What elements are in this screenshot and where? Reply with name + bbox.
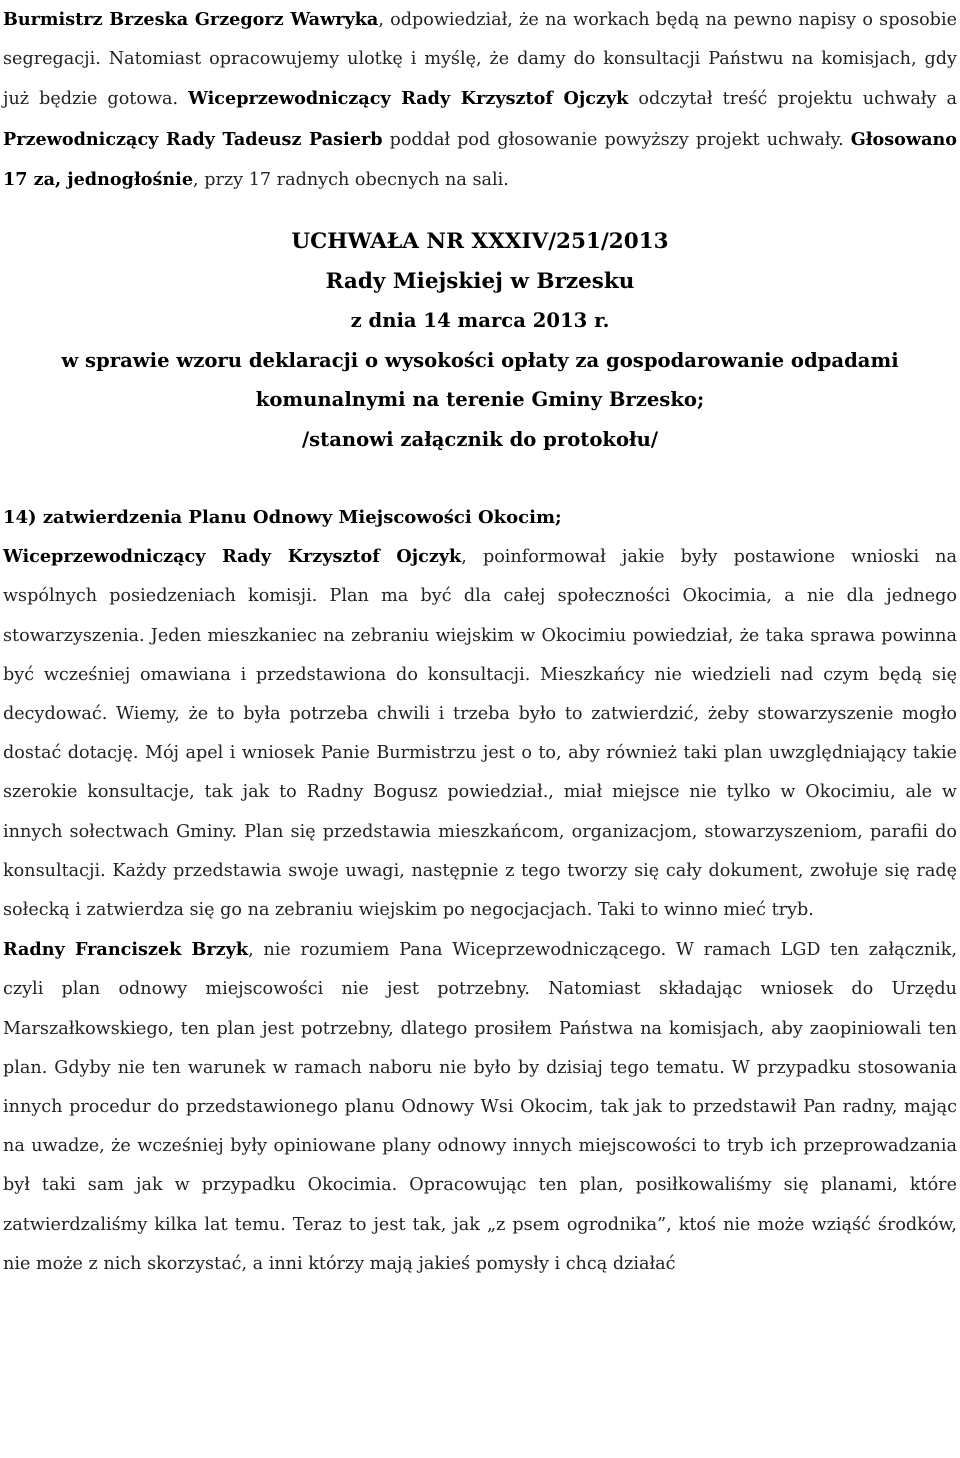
vote-result: Głosowano 17 za, jednogłośnie: [3, 128, 957, 190]
speaker-wiceprzewodniczacy: Wiceprzewodniczący Rady Krzysztof Ojczyk: [3, 546, 462, 568]
resolution-subject-line1: w sprawie wzoru deklaracji o wysokości opłaty za gospodarowanie odpadami: [61, 348, 899, 372]
resolution-title-block: [3, 222, 957, 459]
resolution-subject-line2: komunalnymi na terenie Gminy Brzesko;: [255, 388, 705, 412]
speaker-przewodniczacy: Przewodniczący Rady Tadeusz Pasierb: [3, 128, 383, 150]
paragraph-text: , nie rozumiem Pana Wiceprzewodniczącego. W ramach LGD ten załącznik, czyli plan odnowy miejscowości nie jest potrzebny. Natomiast składając wniosek do Urzędu Marszałkowskiego, ten plan jest potrzebny, dlatego prosiłem Państwa na komisjach, aby zaopiniowali ten plan. Gdyby nie ten warunek w ramach naboru nie było by dzisiaj tego tematu. W przypadku stosowania innych procedur do przedstawionego planu Odnowy Wsi Okocim, tak jak to przedstawił Pan radny, mając na uwadze, że wcześniej były opiniowane plany odnowy innych miejscowości to tryb ich przeprowadzania był taki sam jak w przypadku Okocimia. Opracowując ten plan, posiłkowaliśmy się planami, które zatwierdzaliśmy kilka lat temu. Teraz to jest tak, jak „z psem ogrodnika”, ktoś nie może wziąść środków, nie może z nich skorzystać, a inni którzy mają jakieś pomysły i chcą działać: [3, 940, 957, 1274]
section-heading: 14) zatwierdzenia Planu Odnowy Miejscowości Okocim;: [3, 507, 562, 529]
paragraph-text: , poinformował jakie były postawione wnioski na wspólnych posiedzeniach komisji. Plan ma być dla całej społeczności Okocimia, a nie dla jednego stowarzyszenia. Jeden mieszkaniec na zebraniu wiejskim w Okocimiu powiedział, że taka sprawa powinna być wcześniej omawiana i przedstawiona do konsultacji. Mieszkańcy nie wiedzieli nad czym będą się decydować. Wiemy, że to była potrzeba chwili i trzeba było to zatwierdzić, żeby stowarzyszenie mogło dostać dotację. Mój apel i wniosek Panie Burmistrzu jest o to, aby również taki plan uwzględniający takie szerokie konsultacje, tak jak to Radny Bogusz powiedział., miał miejsce nie tylko w Okocimiu, ale w innych sołectwach Gminy. Plan się przedstawia mieszkańcom, organizacjom, stowarzyszeniom, parafii do konsultacji. Każdy przedstawia swoje uwagi, następnie z tego tworzy się cały dokument, zwołuje się radę sołecką i zatwierdza się go na zebraniu wiejskim po negocjacjach. Taki to winno mieć tryb.: [3, 547, 957, 921]
resolution-council: Rady Miejskiej w Brzesku: [325, 268, 635, 294]
spacer: [3, 459, 957, 498]
paragraph-text: , przy 17 radnych obecnych na sali.: [193, 169, 509, 190]
paragraph-ojczyk: [3, 537, 957, 930]
paragraph-burmistrz: [3, 0, 957, 200]
resolution-attachment-note: /stanowi załącznik do protokołu/: [302, 427, 658, 451]
paragraph-text: poddał pod głosowanie powyższy projekt uchwały.: [382, 129, 851, 150]
paragraph-text: odczytał treść projektu uchwały a: [628, 89, 958, 110]
spacer: [3, 200, 957, 222]
paragraph-brzyk: [3, 930, 957, 1284]
speaker-wiceprzewodniczacy: Wiceprzewodniczący Rady Krzysztof Ojczyk: [188, 88, 629, 110]
resolution-date: z dnia 14 marca 2013 r.: [350, 309, 610, 333]
resolution-number: UCHWAŁA NR XXXIV/251/2013: [291, 229, 669, 255]
speaker-burmistrz: Burmistrz Brzeska Grzegorz Wawryka: [3, 9, 379, 30]
speaker-brzyk: Radny Franciszek Brzyk: [3, 939, 249, 961]
paragraph-text: , odpowiedział, że na workach będą na pewno napisy o sposobie segregacji. Natomiast opracowujemy ulotkę i myślę, że damy do konsultacji Państwu na komisjach, gdy już będzie gotowa.: [3, 10, 957, 110]
